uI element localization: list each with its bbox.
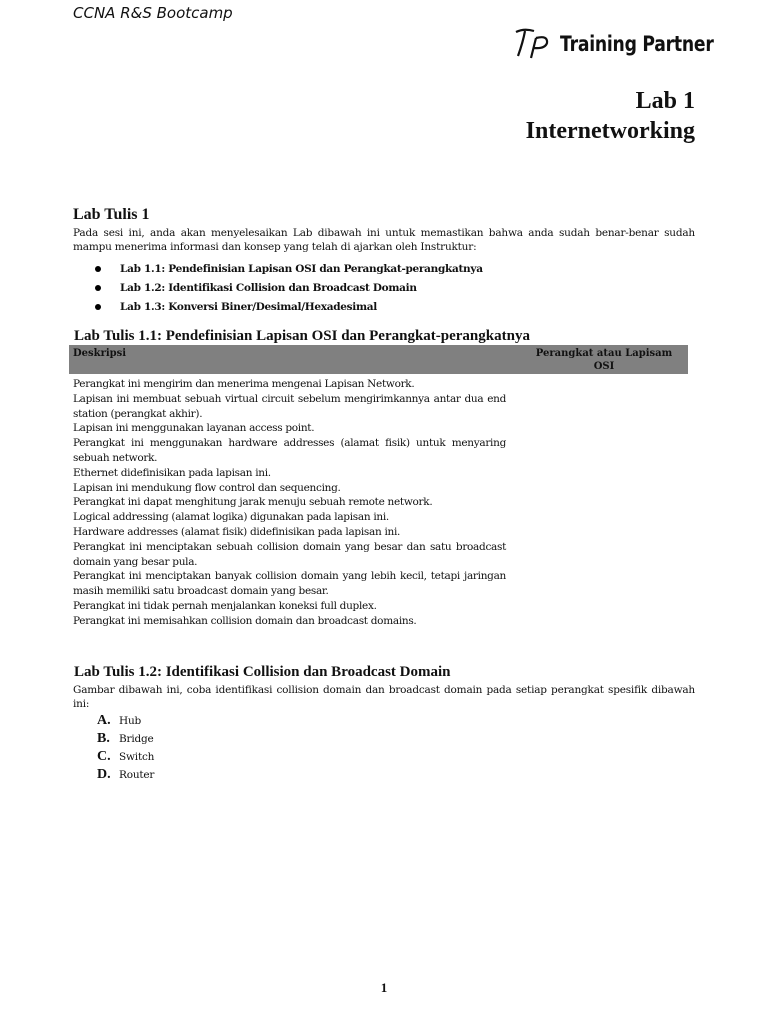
lab-list [95, 259, 483, 316]
lab-number: Lab 1 [635, 88, 695, 114]
section-heading-lab-tulis-1: Lab Tulis 1 [73, 206, 150, 223]
list-item: C. Switch [97, 749, 155, 764]
table-row: Perangkat ini tidak pernah menjalankan koneksi full duplex. [73, 599, 377, 612]
table-header [69, 345, 688, 374]
table-row: Logical addressing (alamat logika) digunakan pada lapisan ini. [73, 511, 389, 524]
page-number: 1 [380, 980, 388, 995]
bullet-icon [95, 304, 101, 310]
section-heading-lab-1-1: Lab Tulis 1.1: Pendefinisian Lapisan OSI dan Perangkat-perangkatnya [74, 328, 530, 344]
table-row: Ethernet didefinisikan pada lapisan ini. [73, 466, 271, 479]
table-row: Perangkat ini menciptakan banyak collision domain yang lebih kecil, tetapi jaringan masih memiliki satu broadcast domain yang besar. [73, 570, 506, 598]
list-item: B. Bridge [97, 731, 154, 746]
lab-title-block [526, 86, 695, 146]
table-row: Perangkat ini mengirim dan menerima mengenai Lapisan Network. [73, 378, 415, 390]
section-heading-lab-1-2: Lab Tulis 1.2: Identifikasi Collision dan Broadcast Domain [74, 664, 451, 680]
list-item: A. Hub [97, 713, 142, 728]
bullet-icon [95, 266, 101, 272]
table-row: Lapisan ini membuat sebuah virtual circuit sebelum mengirimkannya antar dua end station (perangkat akhir). [73, 392, 506, 420]
section-intro-paragraph: Pada sesi ini, anda akan menyelesaikan Lab dibawah ini untuk memastikan bahwa anda sudah benar-benar sudah mampu menerima informasi dan konsep yang telah di ajarkan oleh Instruktur: [73, 227, 695, 253]
table-row: Hardware addresses (alamat fisik) didefinisikan pada lapisan ini. [73, 525, 401, 538]
list-item: Lab 1.2: Identifikasi Collision dan Broadcast Domain [95, 278, 483, 297]
section-1-2-intro: Gambar dibawah ini, coba identifikasi collision domain dan broadcast domain pada setiap perangkat spesifik dibawah ini: [73, 684, 695, 710]
bullet-icon [95, 285, 101, 291]
list-item: Lab 1.1: Pendefinisian Lapisan OSI dan Perangkat-perangkatnya [95, 259, 483, 278]
course-title: CCNA R&S Bootcamp [73, 4, 233, 22]
column-header-deskripsi: Deskripsi [73, 348, 127, 359]
list-item: Lab 1.3: Konversi Biner/Desimal/Hexadesimal [95, 297, 483, 316]
table-row: Perangkat ini dapat menghitung jarak menuju sebuah remote network. [73, 496, 433, 509]
lab-subtitle: Internetworking [525, 118, 695, 144]
logo-text: Training Partner [560, 32, 714, 56]
table-row: Lapisan ini menggunakan layanan access point. [73, 422, 315, 435]
table-row: Perangkat ini menggunakan hardware addresses (alamat fisik) untuk menyaring sebuah network. [73, 437, 506, 464]
table-body [73, 377, 506, 629]
tp-logo-icon [514, 26, 554, 62]
device-list [97, 712, 154, 784]
column-header-perangkat: Perangkat atau Lapisam OSI [535, 348, 673, 372]
list-item: D. Router [97, 767, 155, 782]
table-row: Perangkat ini menciptakan sebuah collision domain yang besar dan satu broadcast domain yang besar pula. [73, 540, 506, 568]
table-row: Perangkat ini memisahkan collision domain dan broadcast domains. [73, 614, 417, 627]
training-partner-logo [514, 26, 747, 62]
table-row: Lapisan ini mendukung flow control dan sequencing. [73, 481, 341, 494]
